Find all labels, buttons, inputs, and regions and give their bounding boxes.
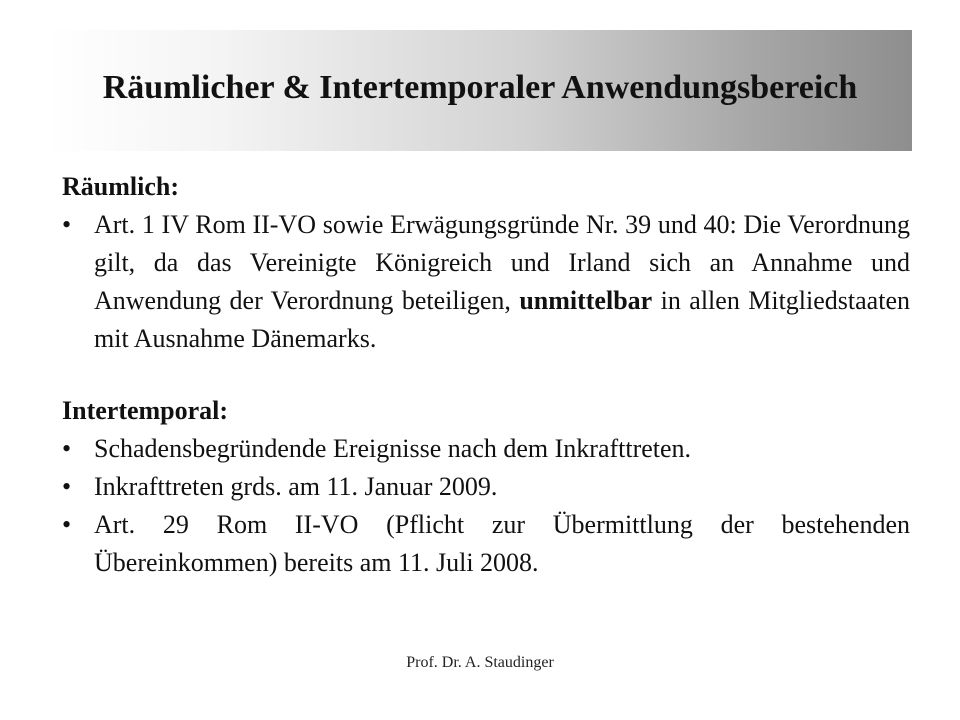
bullet-intertemporal-1 xyxy=(62,430,910,468)
bullet-text-part: in allen Mitgliedstaaten mit Ausnahme Dänemarks. xyxy=(94,286,910,353)
bullet-raeumlich-1 xyxy=(62,206,910,358)
bullet-marker: • xyxy=(62,210,72,239)
slide-title: Räumlicher & Intertemporaler Anwendungsbereich xyxy=(102,68,858,106)
title-banner xyxy=(48,30,912,151)
section-spacer xyxy=(62,358,910,392)
bullet-intertemporal-3 xyxy=(62,506,910,582)
slide-body xyxy=(62,168,910,582)
bullet-bold-text: unmittelbar xyxy=(519,286,653,315)
bullet-text: Art. 29 Rom II-VO (Pflicht zur Übermittlung der bestehenden Übereinkommen) bereits am 11. Juli 2008. xyxy=(94,510,910,577)
bullet-text: Schadensbegründende Ereignisse nach dem Inkrafttreten. xyxy=(94,434,692,463)
bullet-text xyxy=(94,206,910,358)
bullet-text-part: Art. 1 IV Rom II-VO sowie Erwägungsgründe Nr. 39 und 40: Die Verordnung gilt, da das Vereinigte Königreich und Irland sich an Annahme und Anwendung der Verordnung beteiligen, xyxy=(94,210,910,315)
bullet-text: Inkrafttreten grds. am 11. Januar 2009. xyxy=(94,472,498,501)
bullet-intertemporal-2 xyxy=(62,468,910,506)
footer-author: Prof. Dr. A. Staudinger xyxy=(406,654,554,671)
bullet-marker: • xyxy=(62,434,72,463)
heading-intertemporal: Intertemporal: xyxy=(62,396,229,425)
bullet-marker: • xyxy=(62,510,72,539)
heading-raeumlich: Räumlich: xyxy=(62,172,179,201)
bullet-marker: • xyxy=(62,472,72,501)
